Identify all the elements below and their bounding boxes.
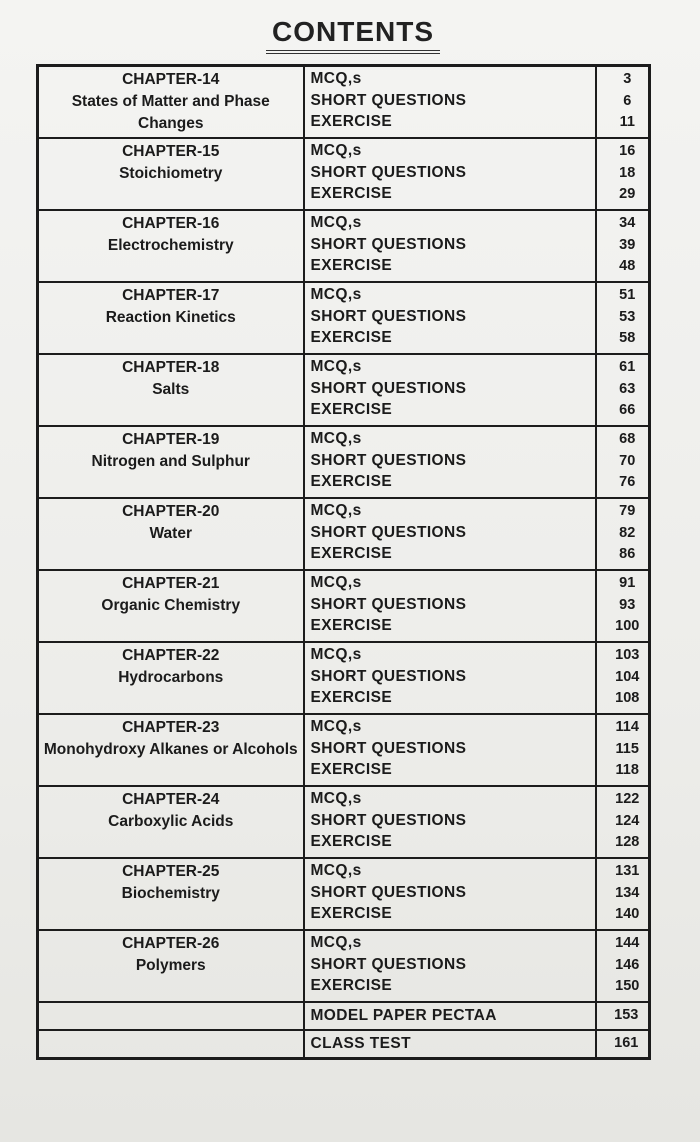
page-number: 16: [619, 143, 636, 159]
page-number: 51: [619, 287, 636, 303]
chapter-number: CHAPTER-14: [122, 71, 220, 88]
chapter-name: Organic Chemistry: [101, 597, 241, 614]
page-number: 76: [619, 474, 636, 490]
section-label: EXERCISE: [310, 689, 393, 706]
chapter-row: [38, 714, 650, 786]
page-number: 140: [615, 906, 640, 922]
chapter-row: [38, 642, 650, 714]
section-label: SHORT QUESTIONS: [310, 811, 467, 829]
chapter-title-cell: [38, 426, 304, 498]
page-numbers-cell: [596, 786, 650, 858]
page-number: 86: [619, 546, 636, 562]
chapter-title-cell: [38, 858, 304, 930]
chapter-title-cell: [38, 354, 304, 426]
page-number: 18: [619, 164, 636, 181]
page-number: 144: [615, 935, 640, 951]
sections-cell: [304, 138, 596, 210]
chapter-row: [38, 210, 650, 282]
page-number: 93: [619, 596, 636, 613]
page-number: 68: [619, 431, 636, 447]
section-label: EXERCISE: [310, 905, 393, 922]
chapter-row: [38, 930, 650, 1002]
section-label: SHORT QUESTIONS: [310, 595, 467, 613]
page-number: 91: [619, 575, 636, 591]
section-label: SHORT QUESTIONS: [310, 523, 467, 541]
sections-cell: [304, 786, 596, 858]
section-label: MCQ,s: [310, 430, 362, 447]
chapter-row: [38, 786, 650, 858]
section-label: SHORT QUESTIONS: [310, 235, 467, 253]
section-label: EXERCISE: [310, 473, 393, 490]
page-title: CONTENTS: [0, 16, 700, 54]
page-number: 6: [623, 92, 632, 109]
sections-cell: [304, 282, 596, 354]
page-number: 70: [619, 452, 636, 469]
section-label: SHORT QUESTIONS: [310, 883, 467, 901]
chapter-title-cell: [38, 66, 304, 139]
page-number: 124: [615, 812, 640, 829]
chapter-row: [38, 282, 650, 354]
chapter-name: Stoichiometry: [119, 165, 223, 182]
chapter-title-cell: [38, 282, 304, 354]
contents-table: [36, 64, 651, 1060]
section-label: SHORT QUESTIONS: [310, 307, 467, 325]
chapter-row: [38, 570, 650, 642]
sections-cell: [304, 930, 596, 1002]
chapter-row: [38, 138, 650, 210]
chapter-number: CHAPTER-26: [122, 935, 220, 952]
chapter-name: Polymers: [135, 957, 206, 974]
section-label: MCQ,s: [310, 502, 362, 519]
section-label: MCQ,s: [310, 790, 362, 807]
sections-cell: [304, 570, 596, 642]
page-numbers-cell: [596, 930, 650, 1002]
page-number: 100: [615, 618, 640, 634]
chapter-number: CHAPTER-21: [122, 575, 220, 592]
page-number: 79: [619, 503, 636, 519]
extra-page-number: 153: [596, 1002, 650, 1030]
sections-cell: [304, 66, 596, 139]
page-numbers-cell: [596, 498, 650, 570]
chapter-name: Monohydroxy Alkanes or Alcohols: [43, 741, 298, 758]
page-numbers-cell: [596, 714, 650, 786]
section-label: MCQ,s: [310, 574, 362, 591]
page-number: 39: [619, 236, 636, 253]
page-number: 115: [615, 740, 639, 757]
page-number: 58: [619, 330, 636, 346]
chapter-name: Water: [149, 525, 192, 542]
page-number: 11: [619, 114, 635, 130]
page-number: 134: [615, 884, 640, 901]
page-number: 61: [619, 359, 636, 375]
section-label: EXERCISE: [310, 329, 393, 346]
contents-table-body: [38, 66, 650, 1059]
page-number: 63: [619, 380, 636, 397]
section-label: MCQ,s: [310, 214, 362, 231]
extra-label: MODEL PAPER PECTAA: [304, 1002, 596, 1030]
chapter-name: States of Matter and Phase Changes: [71, 93, 270, 132]
page-numbers-cell: [596, 66, 650, 139]
section-label: EXERCISE: [310, 761, 393, 778]
chapter-number: CHAPTER-20: [122, 503, 220, 520]
chapter-title-cell: [38, 714, 304, 786]
chapter-number: CHAPTER-19: [122, 431, 220, 448]
page-number: 128: [615, 834, 640, 850]
page-number: 131: [615, 863, 640, 879]
section-label: MCQ,s: [310, 286, 362, 303]
page-number: 122: [615, 791, 640, 807]
section-label: MCQ,s: [310, 934, 362, 951]
section-label: EXERCISE: [310, 401, 393, 418]
chapter-title-cell: [38, 930, 304, 1002]
section-label: MCQ,s: [310, 70, 362, 87]
sections-cell: [304, 498, 596, 570]
chapter-title-cell: [38, 210, 304, 282]
page-numbers-cell: [596, 426, 650, 498]
section-label: SHORT QUESTIONS: [310, 739, 467, 757]
section-label: EXERCISE: [310, 833, 393, 850]
page-numbers-cell: [596, 354, 650, 426]
extra-row: [38, 1030, 650, 1058]
chapter-title-cell: [38, 570, 304, 642]
chapter-number: CHAPTER-15: [122, 143, 220, 160]
section-label: EXERCISE: [310, 617, 393, 634]
sections-cell: [304, 642, 596, 714]
section-label: EXERCISE: [310, 977, 393, 994]
section-label: MCQ,s: [310, 718, 362, 735]
chapter-name: Nitrogen and Sulphur: [91, 453, 250, 470]
extra-page-number: 161: [596, 1030, 650, 1058]
extra-label: CLASS TEST: [304, 1030, 596, 1058]
chapter-name: Electrochemistry: [107, 237, 234, 254]
page-number: 118: [615, 762, 639, 778]
section-label: EXERCISE: [310, 257, 393, 274]
page-number: 82: [619, 524, 636, 541]
page-number: 146: [615, 956, 640, 973]
chapter-row: [38, 858, 650, 930]
section-label: EXERCISE: [310, 545, 393, 562]
page-number: 150: [615, 978, 640, 994]
chapter-number: CHAPTER-22: [122, 647, 220, 664]
chapter-row: [38, 498, 650, 570]
chapter-number: CHAPTER-25: [122, 863, 220, 880]
sections-cell: [304, 858, 596, 930]
page-numbers-cell: [596, 570, 650, 642]
sections-cell: [304, 426, 596, 498]
sections-cell: [304, 714, 596, 786]
page-number: 108: [615, 690, 640, 706]
chapter-title-cell: [38, 786, 304, 858]
chapter-number: CHAPTER-24: [122, 791, 220, 808]
page-number: 48: [619, 258, 636, 274]
chapter-name: Reaction Kinetics: [105, 309, 236, 326]
chapter-row: [38, 354, 650, 426]
section-label: SHORT QUESTIONS: [310, 955, 467, 973]
chapter-row: [38, 66, 650, 139]
section-label: SHORT QUESTIONS: [310, 667, 467, 685]
chapter-row: [38, 426, 650, 498]
chapter-number: CHAPTER-16: [122, 215, 220, 232]
section-label: EXERCISE: [310, 113, 393, 130]
chapter-name: Carboxylic Acids: [108, 813, 234, 830]
page-number: 66: [619, 402, 636, 418]
chapter-number: CHAPTER-18: [122, 359, 220, 376]
page-numbers-cell: [596, 858, 650, 930]
page-numbers-cell: [596, 282, 650, 354]
page-numbers-cell: [596, 138, 650, 210]
section-label: SHORT QUESTIONS: [310, 91, 467, 109]
chapter-title-cell: [38, 138, 304, 210]
section-label: EXERCISE: [310, 185, 393, 202]
section-label: SHORT QUESTIONS: [310, 451, 467, 469]
page-number: 53: [619, 308, 636, 325]
page-numbers-cell: [596, 642, 650, 714]
chapter-name: Salts: [152, 381, 190, 398]
extra-row: [38, 1002, 650, 1030]
section-label: MCQ,s: [310, 646, 362, 663]
chapter-number: CHAPTER-17: [122, 287, 220, 304]
section-label: SHORT QUESTIONS: [310, 163, 467, 181]
chapter-title-cell: [38, 498, 304, 570]
chapter-number: CHAPTER-23: [122, 719, 220, 736]
chapter-name: Biochemistry: [121, 885, 220, 902]
page-number: 34: [619, 215, 636, 231]
page-number: 3: [623, 71, 632, 87]
empty-cell: [38, 1030, 304, 1058]
sections-cell: [304, 354, 596, 426]
page-number: 104: [615, 668, 640, 685]
page-number: 114: [615, 719, 639, 735]
chapter-name: Hydrocarbons: [118, 669, 224, 686]
section-label: MCQ,s: [310, 862, 362, 879]
page-number: 103: [615, 647, 640, 663]
sections-cell: [304, 210, 596, 282]
section-label: SHORT QUESTIONS: [310, 379, 467, 397]
chapter-title-cell: [38, 642, 304, 714]
section-label: MCQ,s: [310, 358, 362, 375]
page-numbers-cell: [596, 210, 650, 282]
page-number: 29: [619, 186, 636, 202]
section-label: MCQ,s: [310, 142, 362, 159]
empty-cell: [38, 1002, 304, 1030]
